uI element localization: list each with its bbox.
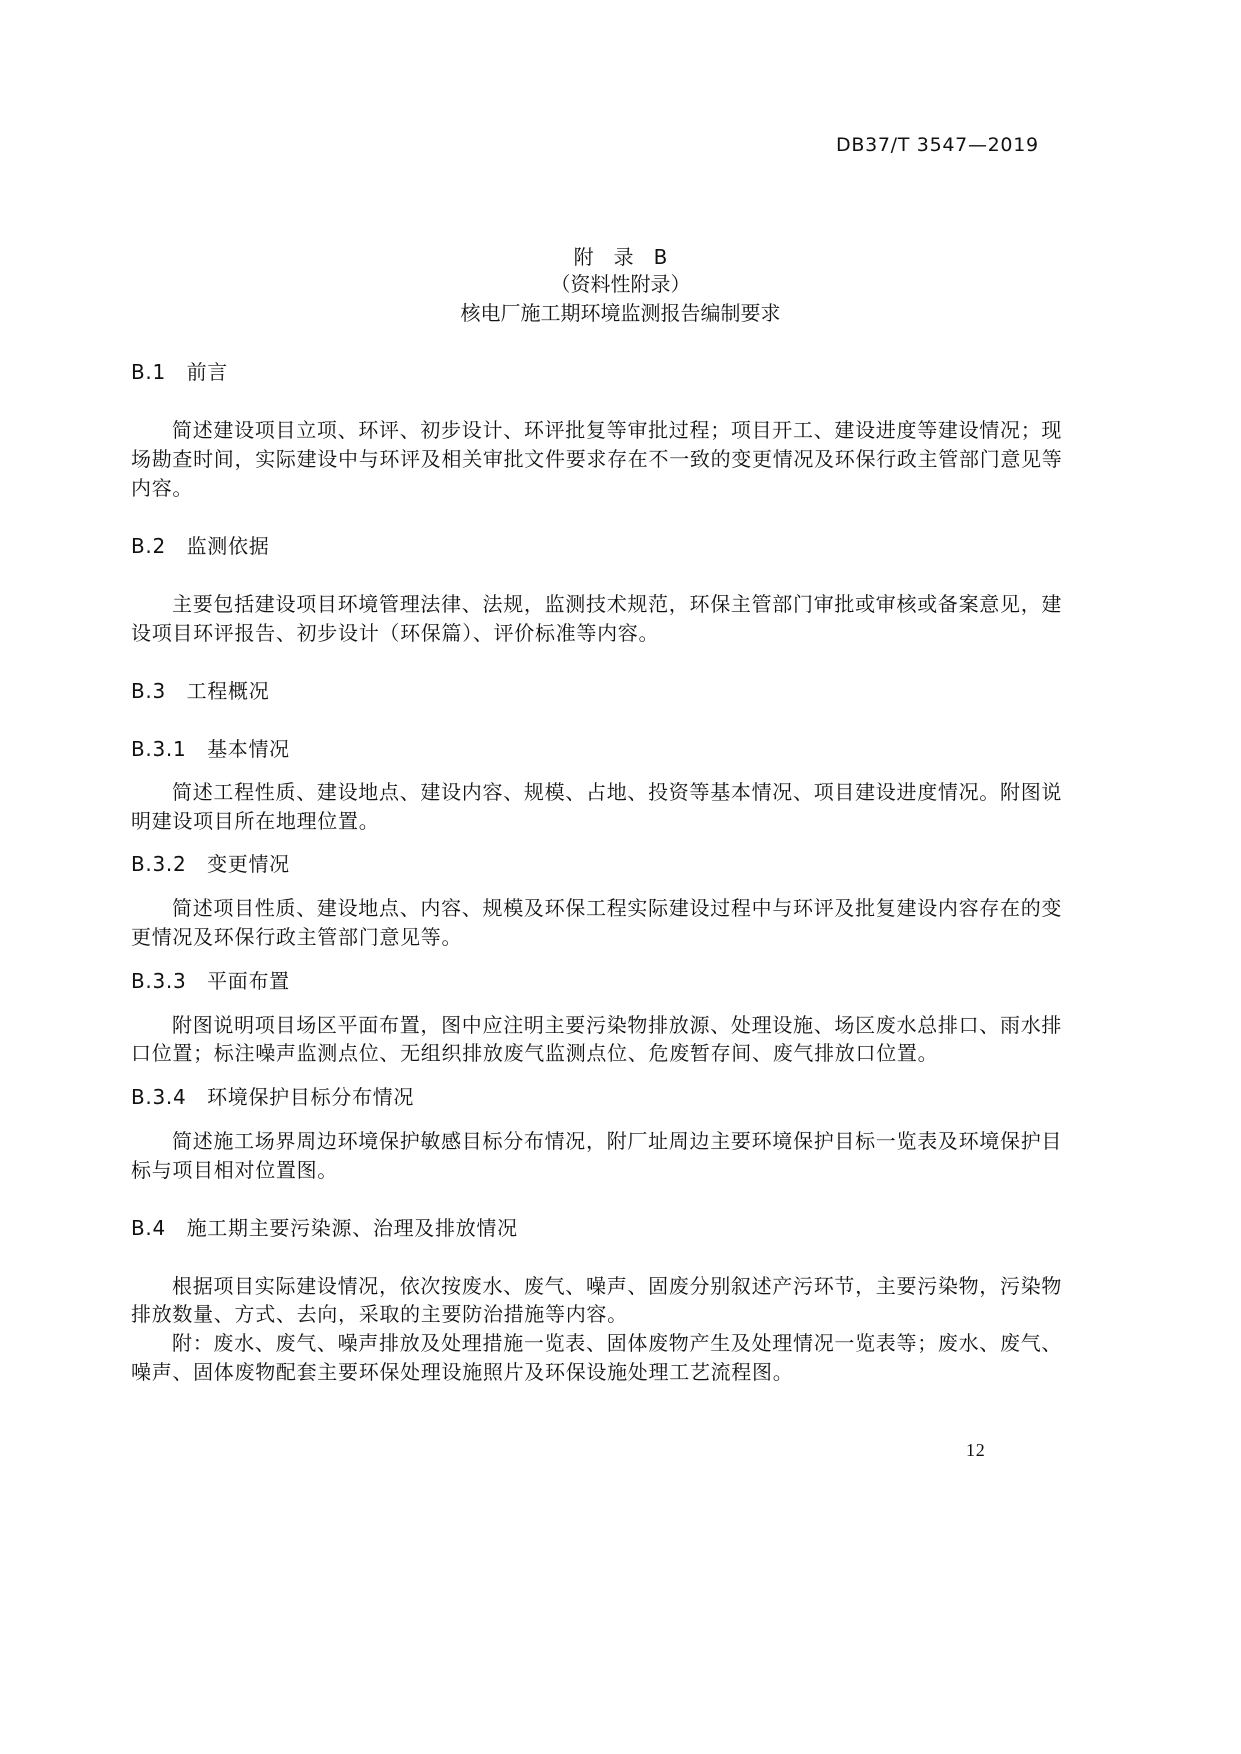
appendix-type: （资料性附录） bbox=[550, 272, 691, 296]
section-heading: B.2 监测依据 bbox=[131, 534, 270, 558]
section-heading: B.4 施工期主要污染源、治理及排放情况 bbox=[131, 1216, 518, 1240]
subsection-heading: B.3.3 平面布置 bbox=[131, 969, 290, 993]
paragraph-line: 标与项目相对位置图。 bbox=[131, 1158, 338, 1182]
paragraph-line: 简述工程性质、建设地点、建设内容、规模、占地、投资等基本情况、项目建设进度情况。附图说 bbox=[172, 780, 1063, 804]
paragraph-line: 附图说明项目场区平面布置，图中应注明主要污染物排放源、处理设施、场区废水总排口、雨水排 bbox=[172, 1013, 1063, 1037]
subsection-heading: B.3.2 变更情况 bbox=[131, 852, 290, 876]
paragraph-line: 主要包括建设项目环境管理法律、法规，监测技术规范，环保主管部门审批或审核或备案意见，建 bbox=[172, 592, 1063, 616]
paragraph-line: 设项目环评报告、初步设计（环保篇）、评价标准等内容。 bbox=[131, 621, 660, 645]
paragraph-line: 明建设项目所在地理位置。 bbox=[131, 809, 380, 833]
paragraph-line: 排放数量、方式、去向，采取的主要防治措施等内容。 bbox=[131, 1302, 628, 1326]
page-number: 12 bbox=[966, 1440, 986, 1460]
paragraph-line: 根据项目实际建设情况，依次按废水、废气、噪声、固废分别叙述产污环节，主要污染物，污染物 bbox=[172, 1274, 1063, 1298]
section-heading: B.3 工程概况 bbox=[131, 679, 270, 703]
paragraph-line: 简述施工场界周边环境保护敏感目标分布情况，附厂址周边主要环境保护目标一览表及环境保护目 bbox=[172, 1129, 1063, 1153]
paragraph-line: 内容。 bbox=[131, 476, 194, 500]
appendix-label: 附 录 B bbox=[573, 245, 668, 269]
subsection-heading: B.3.1 基本情况 bbox=[131, 737, 290, 761]
paragraph-line: 噪声、固体废物配套主要环保处理设施照片及环保设施处理工艺流程图。 bbox=[131, 1360, 794, 1384]
paragraph-line: 附：废水、废气、噪声排放及处理措施一览表、固体废物产生及处理情况一览表等；废水、废气、 bbox=[172, 1331, 1063, 1355]
appendix-title: 核电厂施工期环境监测报告编制要求 bbox=[460, 301, 781, 325]
subsection-heading: B.3.4 环境保护目标分布情况 bbox=[131, 1085, 415, 1109]
paragraph-line: 更情况及环保行政主管部门意见等。 bbox=[131, 925, 463, 949]
paragraph-line: 简述项目性质、建设地点、内容、规模及环保工程实际建设过程中与环评及批复建设内容存在的变 bbox=[172, 896, 1063, 920]
paragraph-line: 简述建设项目立项、环评、初步设计、环评批复等审批过程；项目开工、建设进度等建设情况；现 bbox=[172, 418, 1063, 442]
paragraph-line: 口位置；标注噪声监测点位、无组织排放废气监测点位、危废暂存间、废气排放口位置。 bbox=[131, 1041, 939, 1065]
section-heading: B.1 前言 bbox=[131, 360, 229, 384]
document-code: DB37/T 3547—2019 bbox=[836, 134, 1039, 156]
paragraph-line: 场勘查时间，实际建设中与环评及相关审批文件要求存在不一致的变更情况及环保行政主管部门意见等 bbox=[131, 447, 1063, 471]
